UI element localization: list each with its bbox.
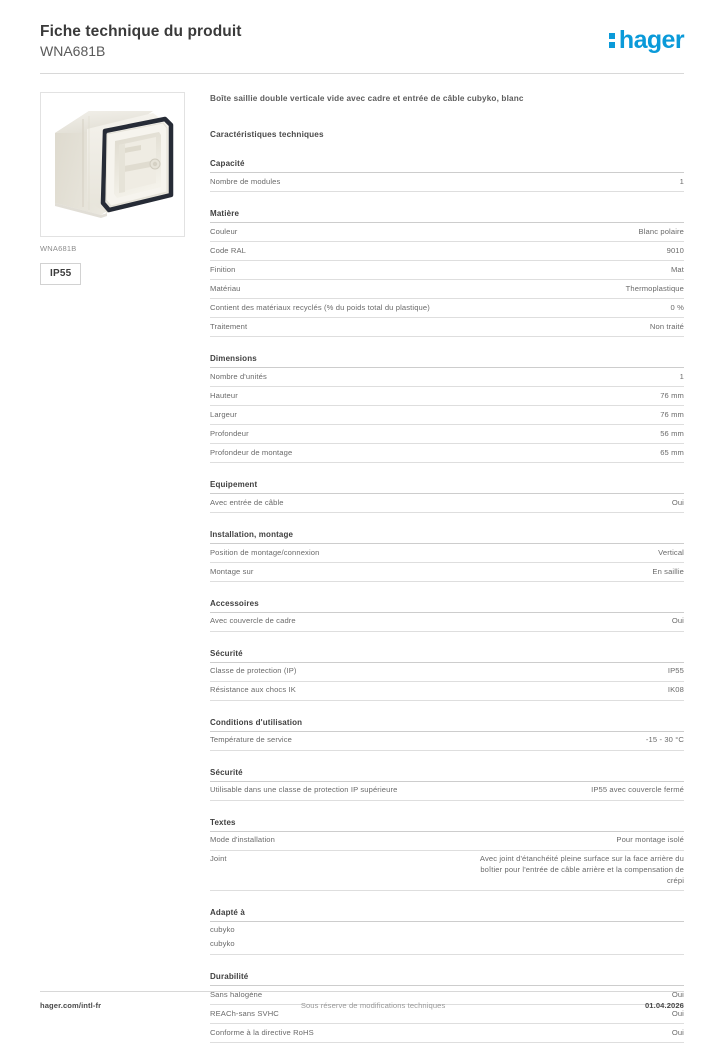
spec-row — [210, 425, 684, 444]
spec-value: Vertical — [479, 544, 684, 562]
specs-section-heading: Caractéristiques techniques — [210, 130, 324, 140]
spec-group-title: Dimensions — [210, 354, 684, 368]
spec-value: IP55 — [479, 663, 684, 681]
spec-row — [210, 494, 684, 512]
spec-label: REACh-sans SVHC — [210, 1005, 479, 1024]
spec-row — [210, 562, 684, 581]
spec-table — [210, 782, 684, 801]
product-description: Boîte saillie double verticale vide avec cadre et entrée de câble cubyko, blanc — [210, 93, 524, 103]
spec-value: 1 — [479, 368, 684, 386]
spec-label: Position de montage/connexion — [210, 544, 479, 562]
spec-value: IP55 avec couvercle fermé — [479, 782, 684, 800]
spec-table — [210, 922, 684, 955]
spec-value: Non traité — [479, 318, 684, 337]
spec-value: Thermoplastique — [479, 280, 684, 299]
spec-group-title: Adapté à — [210, 908, 684, 922]
spec-label: Utilisable dans une classe de protection IP supérieure — [210, 782, 479, 800]
spec-row — [210, 280, 684, 299]
spec-label: Hauteur — [210, 387, 479, 406]
spec-group-title: Conditions d'utilisation — [210, 718, 684, 732]
spec-groups-container — [210, 159, 684, 1043]
spec-table — [210, 832, 684, 892]
spec-group — [210, 354, 684, 463]
product-reference: WNA681B — [40, 43, 106, 60]
spec-row — [210, 261, 684, 280]
spec-label: Mode d'installation — [210, 832, 479, 850]
product-specs-column — [210, 92, 684, 1043]
spec-table — [210, 223, 684, 337]
spec-label: Profondeur de montage — [210, 444, 479, 463]
spec-value: Oui — [479, 494, 684, 512]
spec-label: Code RAL — [210, 242, 479, 261]
spec-value: 0 % — [479, 299, 684, 318]
spec-value: IK08 — [479, 681, 684, 700]
header-titles — [40, 22, 242, 61]
spec-label: Conforme à la directive RoHS — [210, 1024, 479, 1043]
spec-group — [210, 649, 684, 701]
spec-table — [210, 613, 684, 632]
page-content — [40, 92, 684, 1043]
spec-value: 56 mm — [479, 425, 684, 444]
spec-group-title: Durabilité — [210, 972, 684, 986]
spec-row — [210, 544, 684, 562]
spec-group — [210, 480, 684, 513]
spec-row — [210, 732, 684, 750]
spec-label: Sans halogène — [210, 986, 479, 1004]
spec-label: Profondeur — [210, 425, 479, 444]
spec-value: En saillie — [479, 562, 684, 581]
spec-value: Blanc polaire — [479, 223, 684, 241]
spec-row — [210, 832, 684, 850]
spec-label: Avec couvercle de cadre — [210, 613, 479, 631]
spec-label: Joint — [210, 850, 479, 891]
spec-row — [210, 782, 684, 800]
spec-group — [210, 768, 684, 801]
spec-row — [210, 173, 684, 191]
footer-website-link[interactable]: hager.com/intl-fr — [40, 1001, 102, 1010]
spec-value: 65 mm — [479, 444, 684, 463]
spec-value: Oui — [479, 613, 684, 631]
spec-list-item: cubyko — [210, 925, 235, 935]
spec-row — [210, 387, 684, 406]
spec-list-item: cubyko — [210, 936, 684, 954]
spec-row — [210, 406, 684, 425]
spec-row — [210, 318, 684, 337]
page-title: Fiche technique du produit — [40, 23, 242, 40]
footer-row — [40, 1001, 684, 1010]
spec-label: Couleur — [210, 223, 479, 241]
spec-table — [210, 368, 684, 463]
spec-label: Nombre de modules — [210, 173, 479, 191]
spec-row — [210, 850, 684, 891]
spec-group-title: Installation, montage — [210, 530, 684, 544]
spec-group — [210, 818, 684, 892]
product-photo — [49, 103, 177, 227]
spec-value: Mat — [479, 261, 684, 280]
spec-row — [210, 223, 684, 241]
spec-label: Contient des matériaux recyclés (% du poids total du plastique) — [210, 299, 479, 318]
spec-value: 76 mm — [479, 406, 684, 425]
spec-row — [210, 681, 684, 700]
spec-row — [210, 922, 684, 936]
spec-label: Nombre d'unités — [210, 368, 479, 386]
spec-label: Matériau — [210, 280, 479, 299]
spec-group-title: Accessoires — [210, 599, 684, 613]
spec-label: Résistance aux chocs IK — [210, 681, 479, 700]
spec-table — [210, 732, 684, 751]
spec-label: Température de service — [210, 732, 479, 750]
spec-label: Avec entrée de câble — [210, 494, 479, 512]
footer-disclaimer: Sous réserve de modifications techniques — [300, 1001, 446, 1010]
spec-value: Oui — [479, 1005, 684, 1024]
spec-row — [210, 368, 684, 386]
spec-group — [210, 718, 684, 751]
page-footer — [40, 991, 684, 1010]
spec-group-title: Sécurité — [210, 768, 684, 782]
product-image-caption: WNA681B — [40, 243, 77, 253]
spec-group — [210, 209, 684, 337]
spec-row — [210, 613, 684, 631]
spec-label: Largeur — [210, 406, 479, 425]
spec-value: Oui — [479, 1024, 684, 1043]
spec-table — [210, 544, 684, 582]
product-media-column — [40, 92, 195, 285]
spec-group — [210, 908, 684, 955]
spec-table — [210, 173, 684, 192]
header-divider — [40, 73, 684, 74]
spec-group-title: Matière — [210, 209, 684, 223]
spec-table — [210, 663, 684, 701]
spec-group-title: Capacité — [210, 159, 684, 173]
spec-row — [210, 444, 684, 463]
spec-group — [210, 599, 684, 632]
logo-wordmark: hager — [618, 26, 684, 54]
spec-label: Finition — [210, 261, 479, 280]
spec-group — [210, 530, 684, 582]
spec-group-title: Equipement — [210, 480, 684, 494]
spec-group — [210, 159, 684, 192]
spec-row — [210, 299, 684, 318]
spec-row — [210, 242, 684, 261]
spec-group-title: Textes — [210, 818, 684, 832]
page-header — [40, 0, 684, 61]
spec-row — [210, 663, 684, 681]
spec-value: 76 mm — [479, 387, 684, 406]
spec-value: Pour montage isolé — [479, 832, 684, 850]
spec-label: Classe de protection (IP) — [210, 663, 479, 681]
footer-divider — [40, 991, 684, 992]
hager-logo — [609, 22, 684, 53]
spec-label: Traitement — [210, 318, 479, 337]
spec-value: 1 — [479, 173, 684, 191]
ip-rating-badge: IP55 — [40, 263, 81, 285]
product-image-frame — [40, 92, 185, 237]
spec-value: -15 - 30 °C — [479, 732, 684, 750]
footer-date: 01.04.2026 — [644, 1001, 684, 1010]
spec-group-title: Sécurité — [210, 649, 684, 663]
spec-value: Oui — [479, 986, 684, 1004]
spec-row — [210, 1024, 684, 1043]
spec-table — [210, 494, 684, 513]
logo-colon-icon — [609, 31, 618, 50]
spec-value: 9010 — [479, 242, 684, 261]
spec-value: Avec joint d'étanchéité pleine surface sur la face arrière du boîtier pour l'entrée de câble arrière et la compensation de crépi — [479, 850, 684, 891]
spec-label: Montage sur — [210, 562, 479, 581]
spec-row — [210, 936, 684, 954]
